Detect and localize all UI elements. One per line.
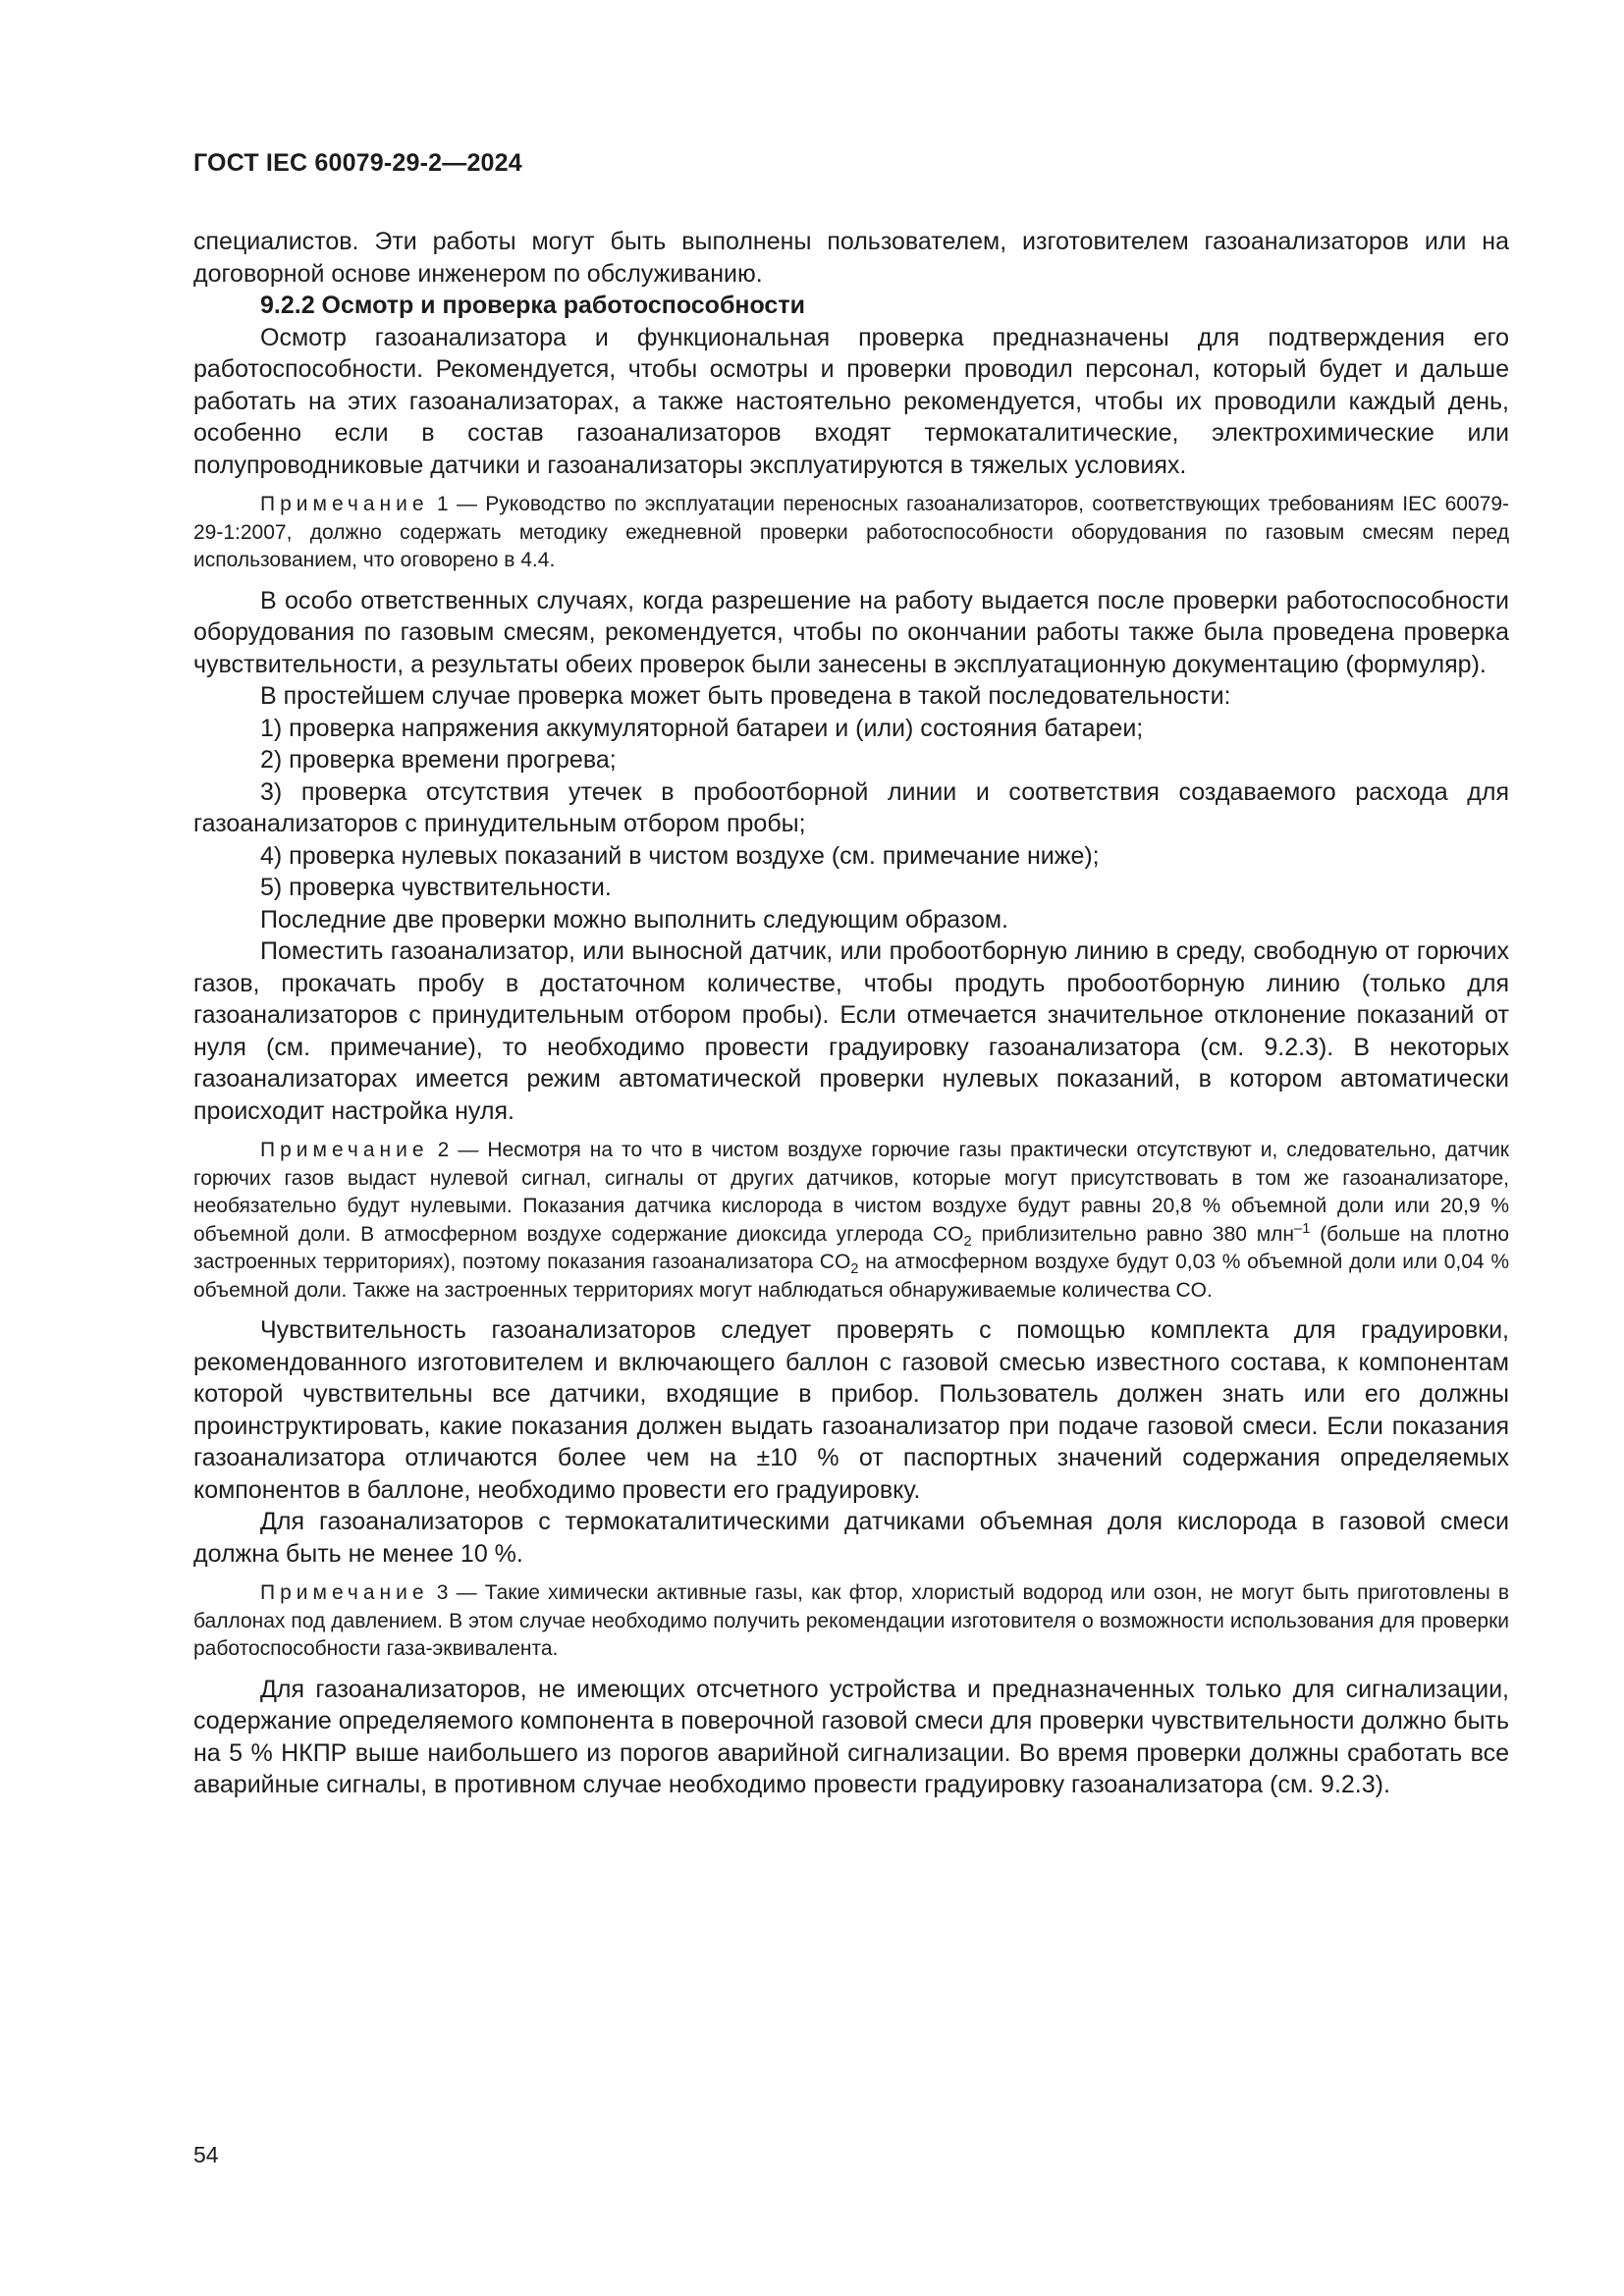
- page-number: 54: [193, 2142, 219, 2167]
- paragraph-continued: специалистов. Эти работы могут быть выполнены пользователем, изготовителем газоанализаторов или на договорной основе инженером по обслуживанию.: [193, 228, 1509, 288]
- document-header: ГОСТ IEC 60079-29-2—2024: [193, 149, 522, 177]
- note-text: — Руководство по эксплуатации переносных газоанализаторов, соответствующих требованиям IEC 60079-29-1:2007, должно содержать методику ежедневной проверки работоспособности оборудования по газовым смесям перед использованием, что оговорено в 4.4.: [193, 493, 1509, 571]
- note-text: — Несмотря на то что в чистом воздухе горючие газы практически отсутствуют и, следовательно, датчик горючих газов выдаст нулевой сигнал, сигналы от других датчиков, которые могут присутствовать в том же газоанализаторе, необязательно будут нулевыми. Показания датчика кислорода в чистом воздухе будут равны 20,8 % объемной доли или 20,9 % объемной доли. В атмосферном воздухе содержание диоксида углерода CO: [193, 1139, 1509, 1246]
- note-text: (больше на плотно застроенных территориях), поэтому показания газоанализатора CO: [193, 1222, 1509, 1273]
- note-number: 3: [436, 1581, 449, 1604]
- superscript: –1: [1294, 1220, 1311, 1237]
- note-text: на атмосферном воздухе будут 0,03 % объемной доли или 0,04 % объемной доли. Также на застроенных территориях могут наблюдаться обнаруживаемые количества CO.: [193, 1251, 1509, 1302]
- note-1: [193, 491, 1509, 575]
- note-3: [193, 1579, 1509, 1664]
- note-text: приблизительно равно 380 млн: [971, 1222, 1295, 1246]
- paragraph-inspection: Осмотр газоанализатора и функциональная проверка предназначены для подтверждения его работоспособности. Рекомендуется, чтобы осмотры и проверки проводил персонал, который будет и дальше работать на этих газоанализаторах, а также настоятельно рекомендуется, чтобы их проводили каждый день, особенно если в состав газоанализаторов входят термокаталитические, электрохимические или полупроводниковые датчики и газоанализаторы эксплуатируются в тяжелых условиях.: [193, 323, 1509, 479]
- note-number: 2: [437, 1139, 450, 1161]
- note-2: [193, 1137, 1509, 1305]
- page-body: [193, 226, 1509, 1801]
- subscript: 2: [963, 1233, 972, 1250]
- subscript: 2: [850, 1261, 859, 1278]
- paragraph-sensitivity: Чувствительность газоанализаторов следует проверять с помощью комплекта для градуировки, рекомендованного изготовителем и включающего баллон с газовой смесью известного состава, к компонентам которой чувствительны все датчики, входящие в прибор. Пользователь должен знать или его должны проинструктировать, какие показания должен выдать газоанализатор при подаче газовой смеси. Если показания газоанализатора отличаются более чем на ±10 % от паспортных значений содержания определяемых компонентов в баллоне, необходимо провести его градуировку.: [193, 1316, 1509, 1504]
- section-heading-9-2-2: 9.2.2 Осмотр и проверка работоспособности: [260, 292, 805, 319]
- paragraph-critical-cases: В особо ответственных случаях, когда разрешение на работу выдается после проверки работоспособности оборудования по газовым смесям, рекомендуется, чтобы по окончании работы также была проведена проверка чувствительности, а результаты обеих проверок были занесены в эксплуатационную документацию (формуляр).: [193, 586, 1509, 678]
- paragraph-alarm-only: Для газоанализаторов, не имеющих отсчетного устройства и предназначенных только для сигнализации, содержание определяемого компонента в поверочной газовой смеси для проверки чувствительности должно быть на 5 % НКПР выше наибольшего из порогов аварийной сигнализации. Во время проверки должны сработать все аварийные сигналы, в противном случае необходимо провести градуировку газоанализатора (см. 9.2.3).: [193, 1675, 1510, 1798]
- list-item: 2) проверка времени прогрева;: [260, 746, 617, 774]
- paragraph-zero-check: Поместить газоанализатор, или выносной датчик, или пробоотборную линию в среду, свободную от горючих газов, прокачать пробу в достаточном количестве, чтобы продуть пробоотборную линию (только для газоанализаторов с принудительным отбором пробы). Если отмечается значительное отклонение показаний от нуля (см. примечание), то необходимо провести градуировку газоанализатора (см. 9.2.3). В некоторых газоанализаторах имеется режим автоматической проверки нулевых показаний, в котором автоматически происходит настройка нуля.: [193, 937, 1509, 1125]
- list-item: 5) проверка чувствительности.: [260, 874, 612, 901]
- paragraph-sequence-intro: В простейшем случае проверка может быть проведена в такой последовательности:: [260, 682, 1231, 710]
- list-item: 4) проверка нулевых показаний в чистом воздухе (см. примечание ниже);: [260, 841, 1100, 870]
- paragraph-oxygen: Для газоанализаторов с термокаталитическими датчиками объемная доля кислорода в газовой смеси должна быть не менее 10 %.: [193, 1508, 1509, 1568]
- note-number: 1: [436, 493, 449, 515]
- note-text: — Такие химически активные газы, как фтор, хлористый водород или озон, не могут быть приготовлены в баллонах под давлением. В этом случае необходимо получить рекомендации изготовителя о возможности использования для проверки работоспособности газа-эквивалента.: [193, 1581, 1509, 1660]
- list-item: 3) проверка отсутствия утечек в пробоотборной линии и соответствия создаваемого расхода для газоанализаторов с принудительным отбором пробы;: [193, 777, 1509, 837]
- note-label: Примечание: [260, 1581, 429, 1604]
- list-item: 1) проверка напряжения аккумуляторной батареи и (или) состояния батареи;: [260, 714, 1144, 742]
- paragraph-last-two-checks: Последние две проверки можно выполнить следующим образом.: [260, 905, 1008, 934]
- note-label: Примечание: [260, 493, 429, 515]
- note-label: Примечание: [260, 1139, 429, 1161]
